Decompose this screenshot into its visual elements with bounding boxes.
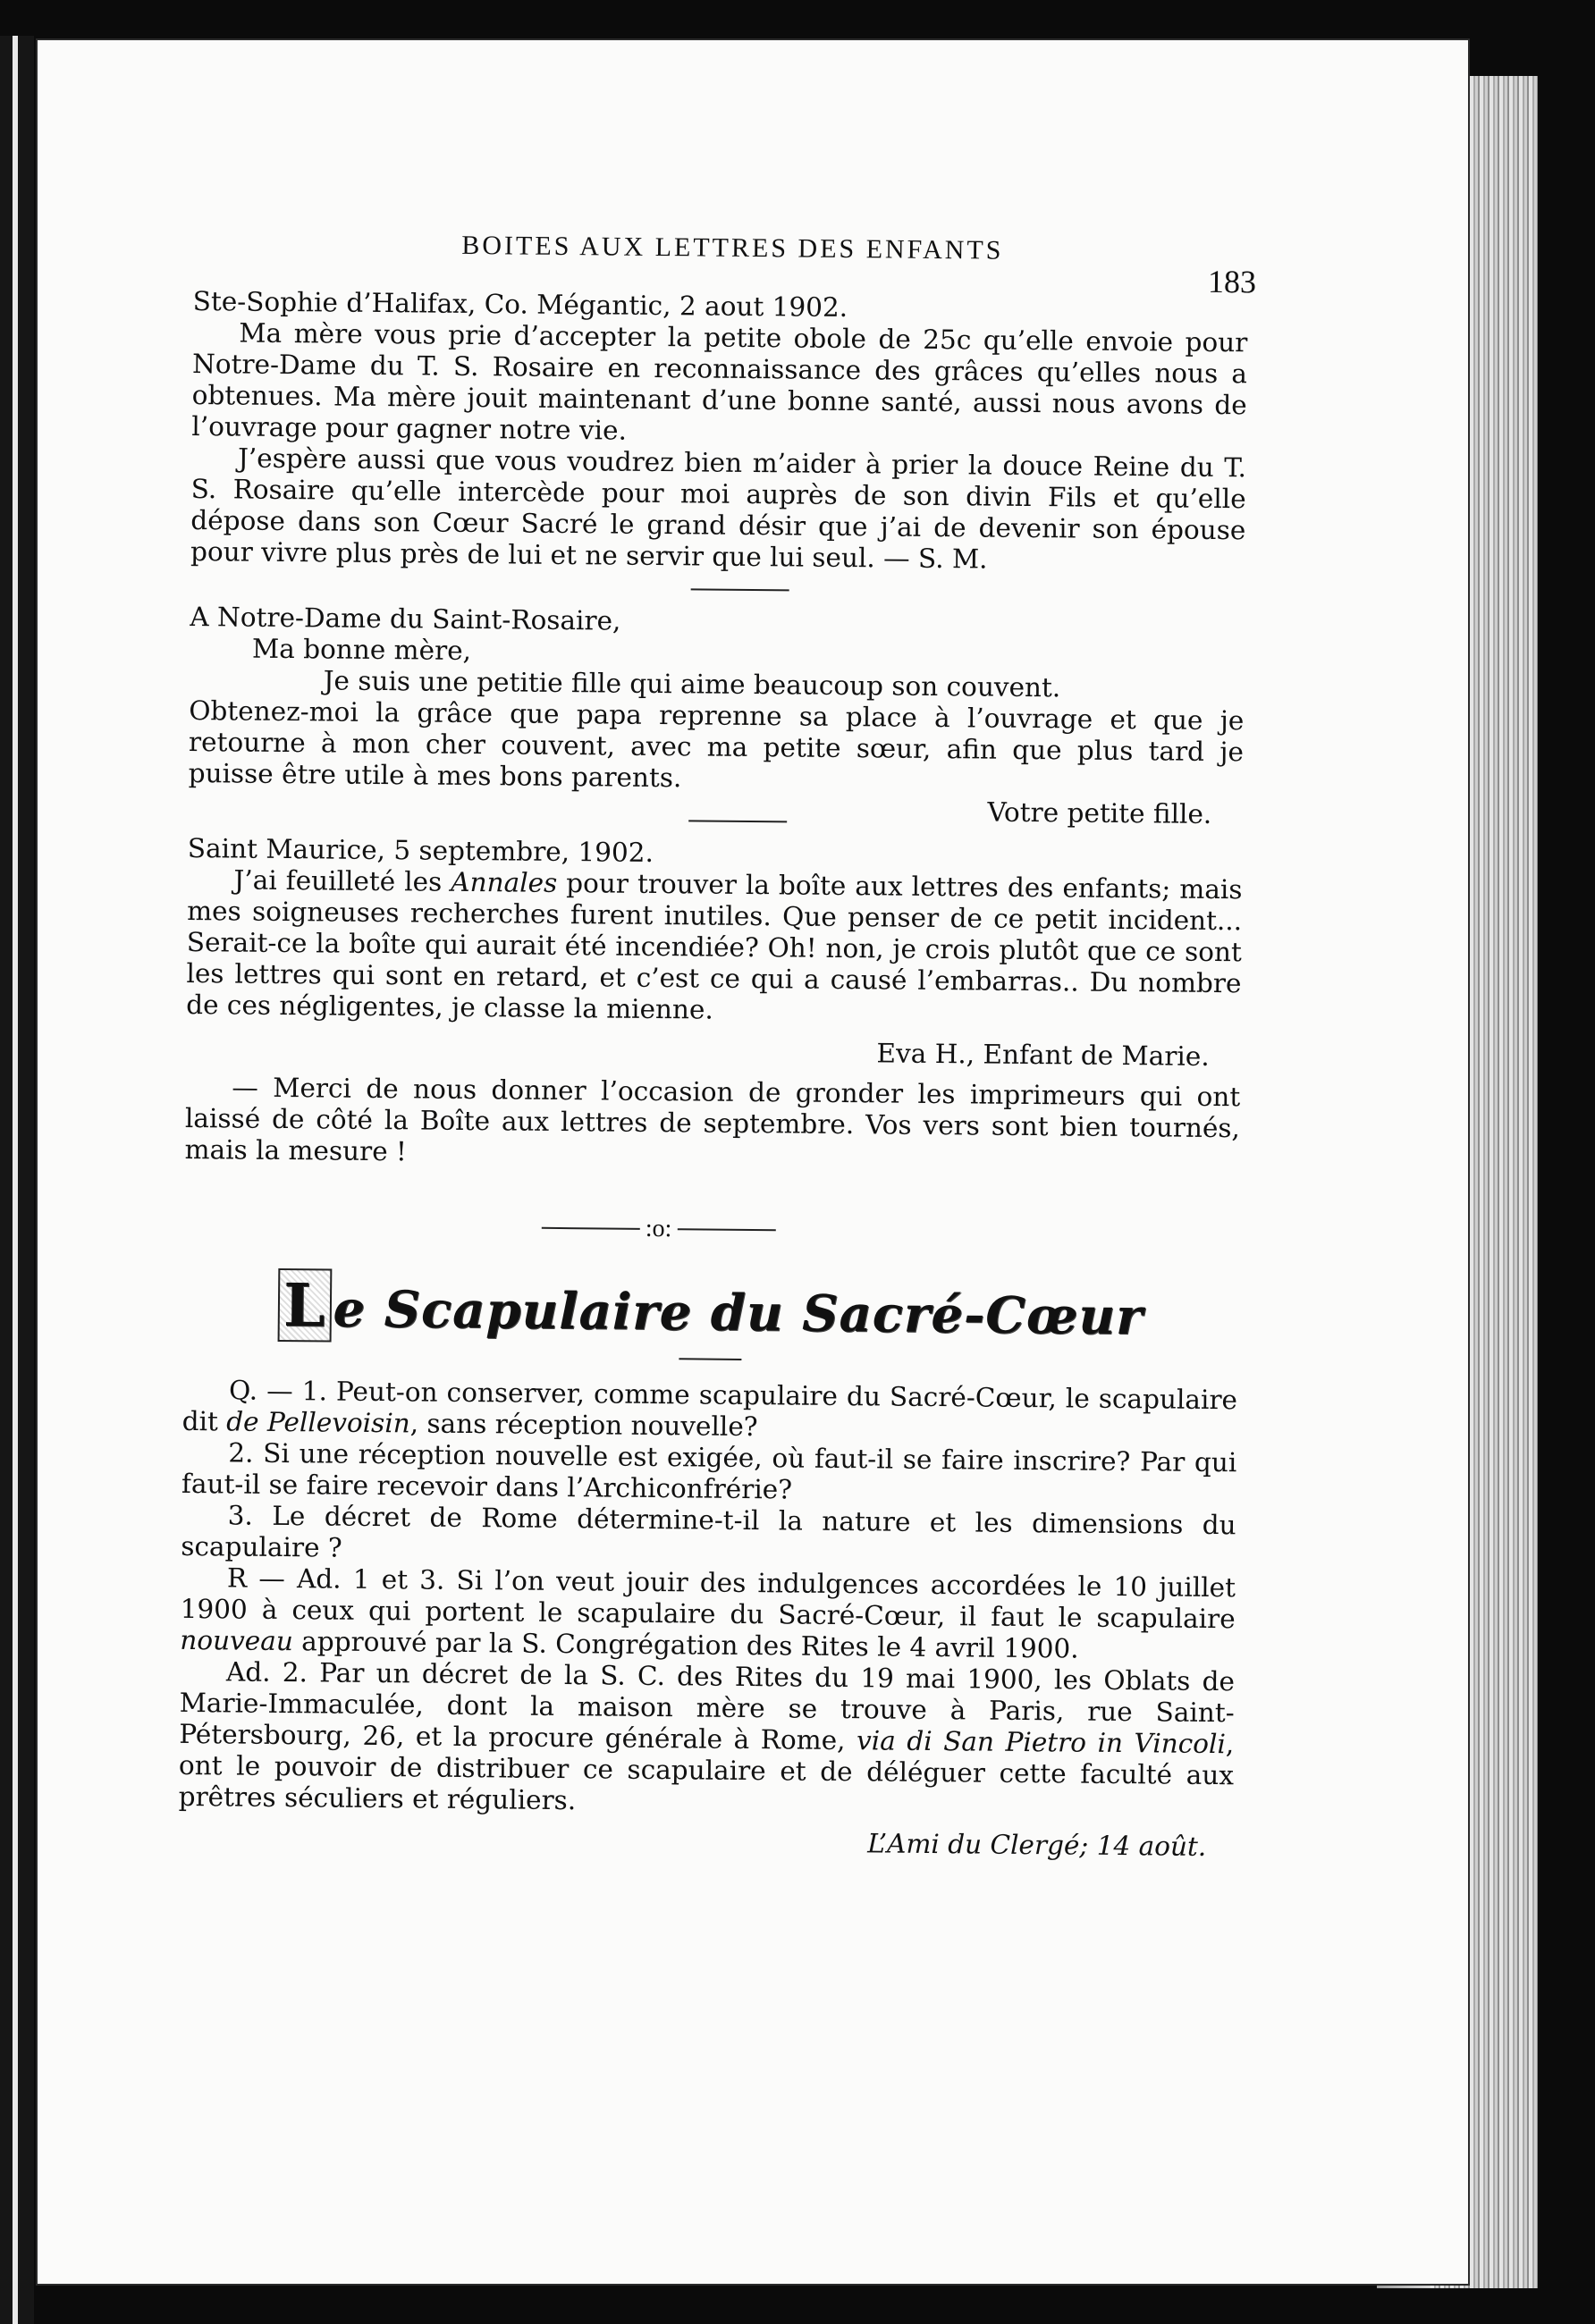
editor-reply: — Merci de nous donner l’occasion de gronder les imprimeurs qui ont laissé de côté la Boîte aux lettres de septembre. Vos vers sont bien tournés, mais la mesure ! <box>184 1072 1241 1167</box>
article-source: L’Ami du Clergé; 14 août. <box>867 1828 1207 1862</box>
question-1: Q. — 1. Peut-on conserver, comme scapulaire du Sacré-Cœur, le scapulaire dit de Pellevoisin, sans réception nouvelle? <box>181 1375 1238 1443</box>
letter-paragraph: Ma mère vous prie d’accepter la petite obole de 25c qu’elle envoie pour Notre-Dame du T. S. Rosaire en reconnaissance des grâces qu’elles nous a obtenues. Ma mère jouit maintenant d’une bonne santé, aussi nous avons de l’ouvrage pour gagner notre vie. <box>191 317 1248 446</box>
letter-signature: Votre petite fille. <box>987 796 1212 829</box>
running-head <box>193 183 1257 300</box>
page-content <box>178 183 1257 1863</box>
letter-salutation: Ma bonne mère, <box>251 633 472 666</box>
letter-date: Saint Maurice, 5 septembre, 1902. <box>187 832 654 868</box>
letter-address: A Notre-Dame du Saint-Rosaire, <box>190 601 621 636</box>
book-page <box>38 40 1468 2284</box>
letter-paragraph: J’espère aussi que vous voudrez bien m’aider à prier la douce Reine du T. S. Rosaire qu’elle intercède pour moi auprès de son divin Fils et qu’elle dépose dans son Cœur Sacré le grand désir que j’ai de devenir son épouse pour vivre plus près de lui et ne servir que lui seul. — S. M. <box>190 442 1247 575</box>
page-number: 183 <box>1207 263 1257 300</box>
answer-2: Ad. 2. Par un décret de la S. C. des Rites du 19 mai 1900, les Oblats de Marie-Immaculée, dont la maison mère se trouve à Paris, rue Saint-Pétersbourg, 26, et la procure générale à Rome, via di San Pietro in Vincoli, ont le pouvoir de distribuer ce scapulaire et de déléguer cette faculté aux prêtres séculiers et réguliers. <box>178 1656 1236 1816</box>
letter-1 <box>190 286 1248 577</box>
letter-opening: Je suis une petitie fille qui aime beaucoup son couvent. <box>323 665 1061 703</box>
ornament-divider: :o: <box>542 1214 1239 1249</box>
article-title: L e Scapulaire du Sacré-Cœur <box>183 1269 1239 1349</box>
question-2: 2. Si une réception nouvelle est exigée, où faut-il se faire inscrire? Par qui faut-il se faire recevoir dans l’Archiconfrérie? <box>181 1437 1237 1505</box>
letter-paragraph: Obtenez-moi la grâce que papa reprenne sa place à l’ouvrage et que je retourne à mon cher couvent, avec ma petite sœur, afin que plus tard je puisse être utile à mes bons parents. <box>188 695 1245 794</box>
book-left-edge <box>0 36 34 2324</box>
letter-date: Ste-Sophie d’Halifax, Co. Mégantic, 2 aout 1902. <box>192 285 848 324</box>
answer-1-3: R — Ad. 1 et 3. Si l’on veut jouir des indulgences accordées le 10 juillet 1900 à ceux qui portent le scapulaire du Sacré-Cœur, il faut le scapulaire nouveau approuvé par la S. Congrégation des Rites le 4 avril 1900. <box>180 1562 1236 1664</box>
title-rule <box>679 1358 741 1360</box>
article-body <box>178 1375 1237 1863</box>
running-title: BOITES AUX LETTRES DES ENFANTS <box>461 230 1004 265</box>
letter-2 <box>188 602 1245 830</box>
separator-rule <box>691 588 789 591</box>
letter-paragraph: J’ai feuilleté les Annales pour trouver la boîte aux lettres des enfants; mais mes soigneuses recherches furent inutiles. Que penser de ce petit incident... Serait-ce la boîte qui aurait été incendiée? Oh! non, je crois plutôt que ce sont les lettres qui sont en retard, et c’est ce qui a causé l’embarras.. Du nombre de ces négligentes, je classe la mienne. <box>186 864 1243 1025</box>
question-3: 3. Le décret de Rome détermine-t-il la nature et les dimensions du scapulaire ? <box>181 1500 1236 1563</box>
letter-3 <box>184 833 1243 1175</box>
letter-signature: Eva H., Enfant de Marie. <box>876 1038 1210 1072</box>
